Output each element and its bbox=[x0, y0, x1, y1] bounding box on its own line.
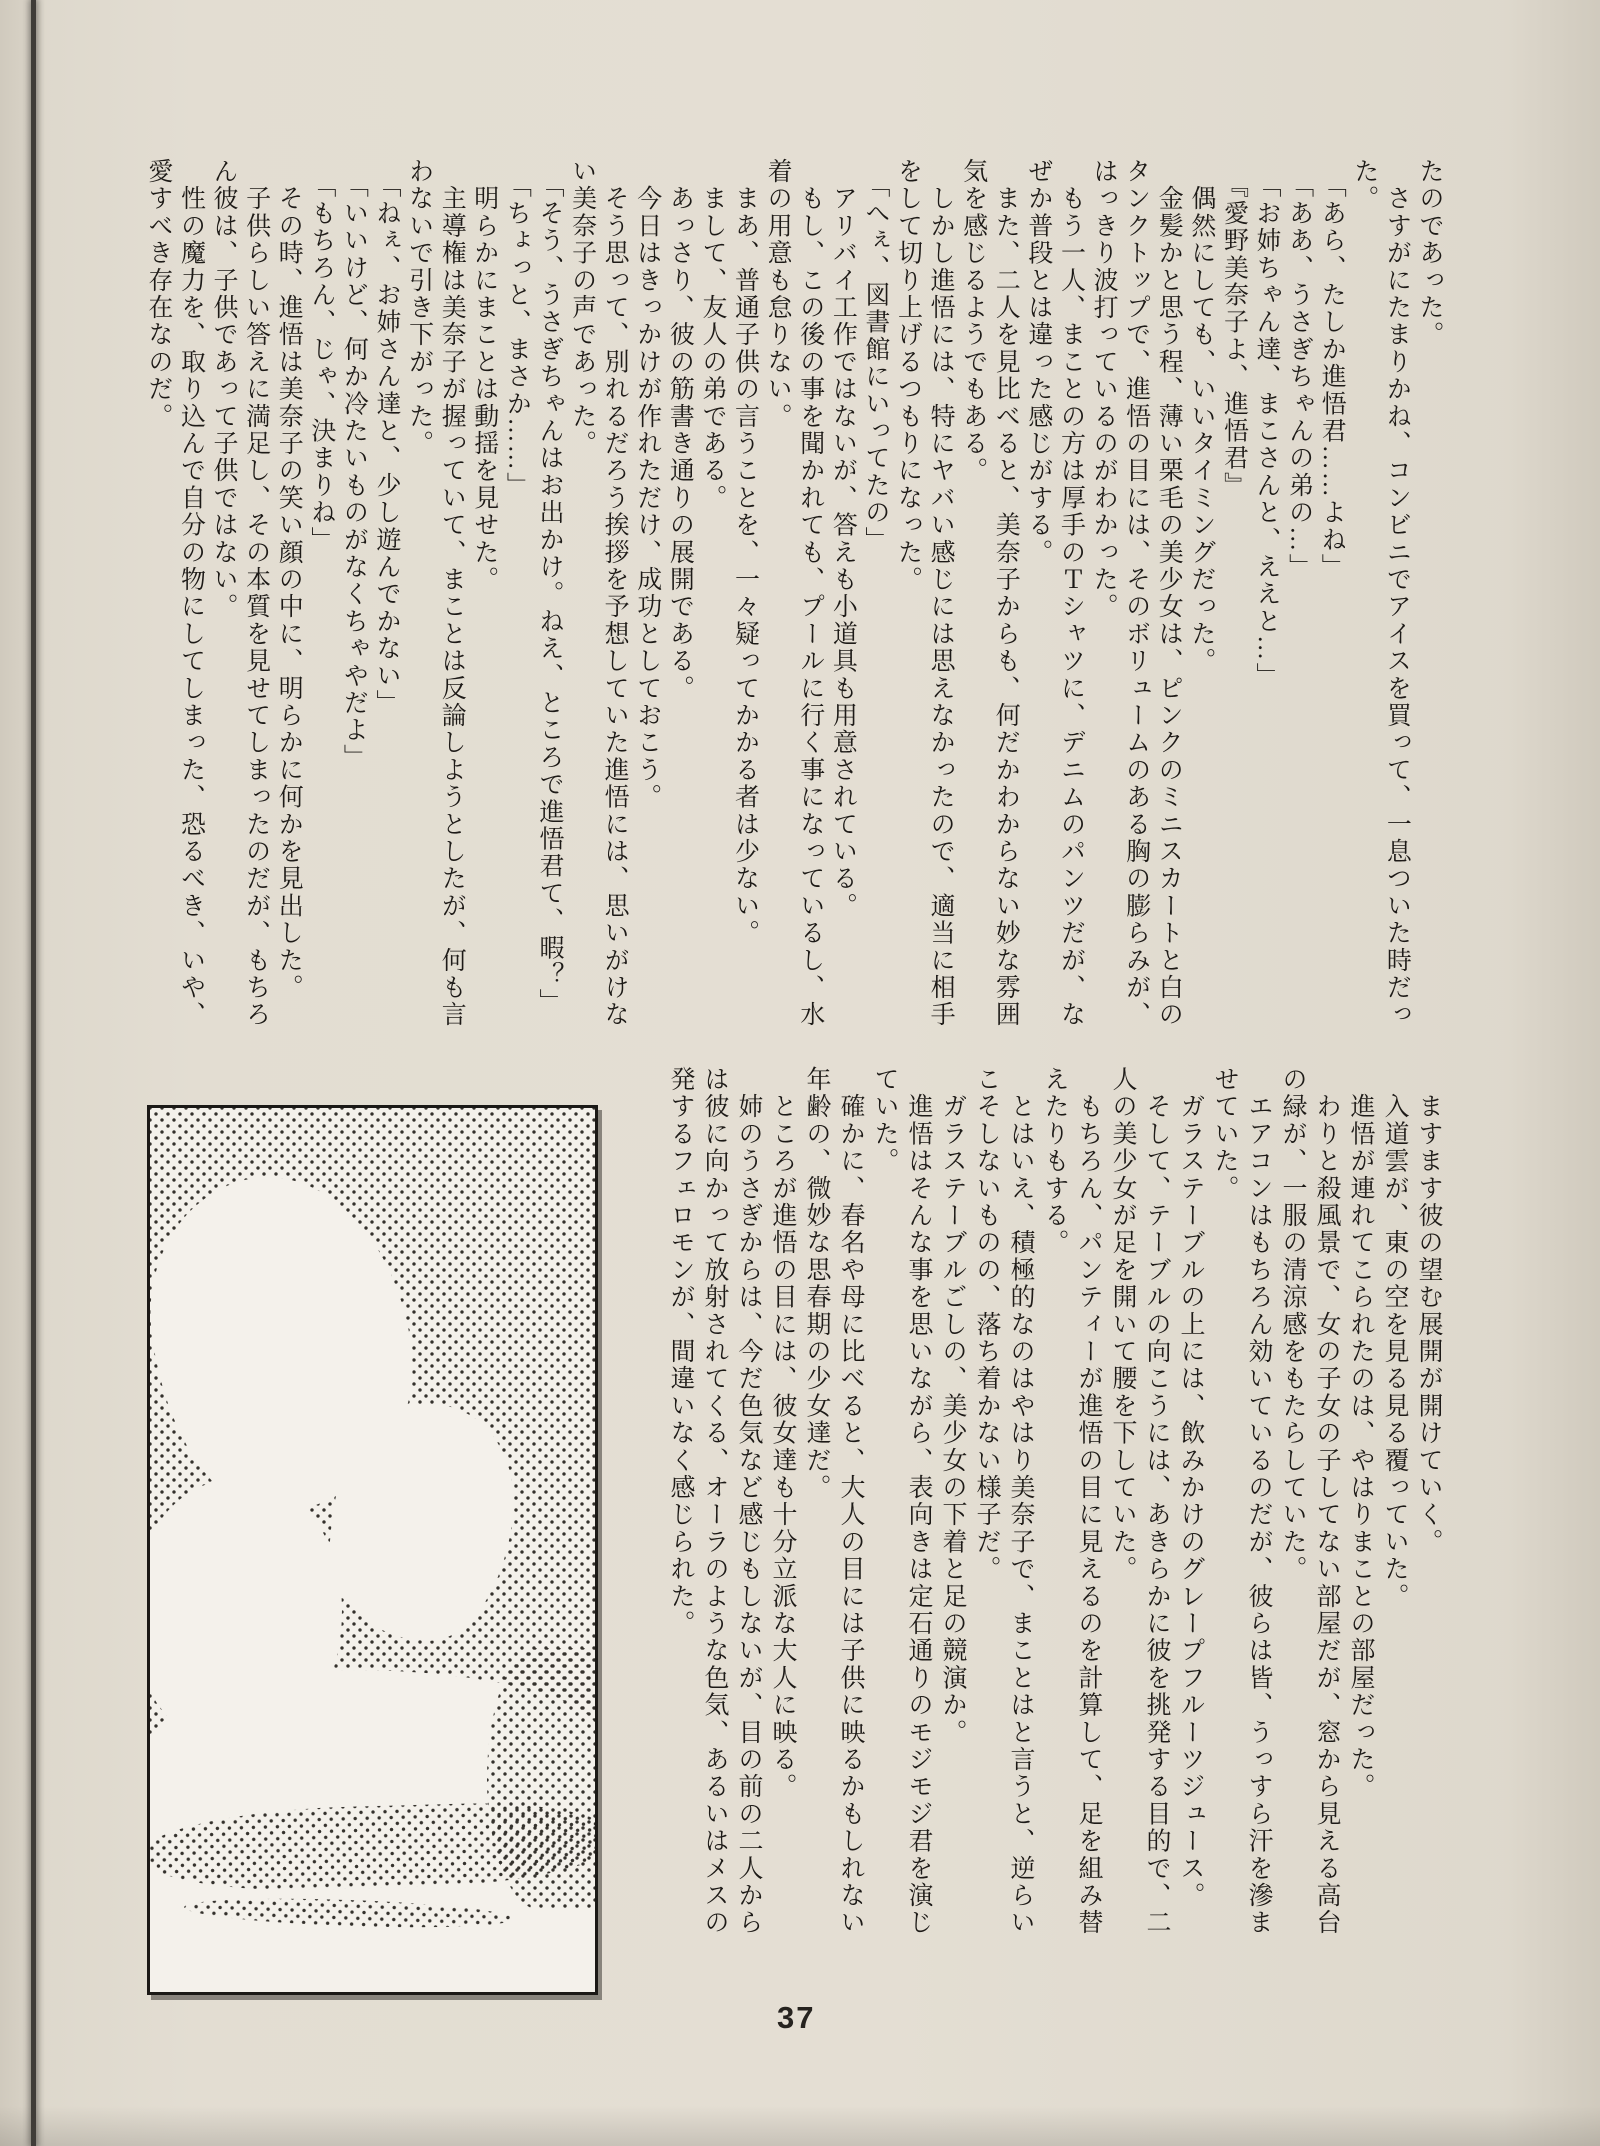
text-column: 愛すべき存在なのだ。 bbox=[144, 158, 172, 430]
text-column: こそしないものの、落ち着かない様子だ。 bbox=[973, 1066, 1000, 1583]
text-column: 人の美少女が足を開いて腰を下していた。 bbox=[1109, 1066, 1136, 1583]
text-column: 着の用意も怠りない。 bbox=[764, 158, 792, 430]
text-column: 「ああ、うさぎちゃんの弟の…」 bbox=[1285, 158, 1313, 581]
text-column: ていた。 bbox=[871, 1066, 898, 1175]
text-column: また、二人を見比べると、美奈子からも、何だかわからない妙な雰囲 bbox=[992, 158, 1020, 1029]
text-column: 「ねぇ、お姉さん達と、少し遊んでかない」 bbox=[373, 158, 400, 717]
text-column: 主導権は美奈子が握っていて、まことは反論しようとしたが、何も言 bbox=[438, 158, 466, 1029]
text-column: まして、友人の弟である。 bbox=[698, 158, 726, 512]
text-column: は彼に向かって放射されてくる、オーラのような色気、あるいはメスの bbox=[701, 1066, 728, 1937]
text-column: あっさり、彼の筋書き通りの展開である。 bbox=[666, 158, 694, 702]
text-column: 「へぇ、図書館にいってたの」 bbox=[861, 158, 889, 554]
page-number: 37 bbox=[777, 2000, 816, 2035]
text-column: アリバイ工作ではないが、答えも小道具も用意されている。 bbox=[829, 158, 857, 920]
text-column: 「お姉ちゃん達、まこさんと、ええと…」 bbox=[1253, 158, 1281, 690]
text-column: をして切り上げるつもりになった。 bbox=[894, 158, 922, 594]
text-column: 「いいけど、何か冷たいものがなくちゃやだよ」 bbox=[340, 158, 368, 772]
page-binding-edge bbox=[31, 0, 36, 2146]
text-column: タンクトップで、進悟の目には、そのボリュームのある胸の膨らみが、 bbox=[1122, 158, 1150, 1029]
text-column: 確かに、春名や母に比べると、大人の目には子供に映るかもしれない bbox=[837, 1066, 864, 1937]
text-column: ところが進悟の目には、彼女達も十分立派な大人に映る。 bbox=[769, 1066, 796, 1801]
text-column: 年齢の、微妙な思春期の少女達だ。 bbox=[803, 1066, 830, 1502]
text-column: えたりもする。 bbox=[1041, 1066, 1068, 1257]
text-column: とはいえ、積極的なのはやはり美奈子で、まことはと言うと、逆らい bbox=[1007, 1066, 1034, 1937]
text-column: その時、進悟は美奈子の笑い顔の中に、明らかに何かを見出した。 bbox=[275, 158, 303, 1002]
text-column: ガラステーブルの上には、飲みかけのグレープフルーツジュース。 bbox=[1177, 1066, 1204, 1910]
text-column: もし、この後の事を聞かれても、プールに行く事になっているし、水 bbox=[796, 158, 824, 1029]
text-column: 入道雲が、東の空を見る見る覆っていた。 bbox=[1381, 1066, 1408, 1610]
text-column: しかし進悟には、特にヤバい感じには思えなかったので、適当に相手 bbox=[927, 158, 955, 1029]
text-column: 『愛野美奈子よ、進悟君』 bbox=[1220, 158, 1248, 500]
text-column: エアコンはもちろん効いているのだが、彼らは皆、うっすら汗を滲ま bbox=[1245, 1066, 1272, 1937]
text-column: 性の魔力を、取り込んで自分の物にしてしまった、恐るべき、いや、 bbox=[177, 158, 205, 1029]
text-column: 「もちろん、じゃ、決まりね」 bbox=[307, 158, 335, 554]
text-column: 偶然にしても、いいタイミングだった。 bbox=[1187, 158, 1215, 675]
text-column: 気を感じるようでもある。 bbox=[959, 158, 987, 485]
text-column: 姉のうさぎからは、今だ色気など感じもしないが、目の前の二人から bbox=[735, 1066, 762, 1937]
text-column: 金髪かと思う程、薄い栗毛の美少女は、ピンクのミニスカートと白の bbox=[1155, 158, 1183, 1029]
text-column: 進悟はそんな事を思いながら、表向きは定石通りのモジモジ君を演じ bbox=[905, 1066, 932, 1937]
text-column: ガラステーブルごしの、美少女の下着と足の競演か。 bbox=[939, 1066, 966, 1746]
text-column: わりと殺風景で、女の子女の子してない部屋だが、窓から見える高台 bbox=[1313, 1066, 1340, 1937]
text-column: ん彼は、子供であって子供ではない。 bbox=[210, 158, 238, 621]
text-column: 明らかにまことは動揺を見せた。 bbox=[470, 158, 498, 594]
text-column: もちろん、パンティーが進悟の目に見えるのを計算して、足を組み替 bbox=[1075, 1066, 1102, 1937]
text-column: まあ、普通子供の言うことを、一々疑ってかかる者は少ない。 bbox=[731, 158, 759, 947]
vertical-text-block-top bbox=[141, 158, 1445, 1040]
text-column: はっきり波打っているのがわかった。 bbox=[1090, 158, 1118, 621]
scan-edge-shadow bbox=[0, 2106, 1600, 2146]
text-column: 進悟が連れてこられたのは、やはりまことの部屋だった。 bbox=[1347, 1066, 1374, 1801]
text-column: もう一人、まことの方は厚手のＴシャツに、デニムのパンツだが、な bbox=[1057, 158, 1085, 1029]
text-column: さすがにたまりかね、コンビニでアイスを買って、一息ついた時だっ bbox=[1383, 158, 1411, 1029]
text-column: 今日はきっかけが作れただけ、成功としておこう。 bbox=[633, 158, 661, 811]
vertical-text-block-bottom bbox=[663, 1066, 1445, 1948]
text-column: 「あら、たしか進悟君……よね」 bbox=[1318, 158, 1346, 581]
text-column: 子供らしい答えに満足し、その本質を見せてしまったのだが、もちろ bbox=[242, 158, 270, 1029]
text-column: ますます彼の望む展開が開けていく。 bbox=[1415, 1066, 1442, 1556]
text-column: 「ちょっと、まさか……」 bbox=[503, 158, 531, 500]
text-column: 発するフェロモンが、間違いなく感じられた。 bbox=[667, 1066, 694, 1638]
text-column: そう思って、別れるだろう挨拶を予想していた進悟には、思いがけな bbox=[601, 158, 629, 1029]
halftone-illustration bbox=[147, 1105, 598, 1995]
text-column: い美奈子の声であった。 bbox=[568, 158, 596, 458]
text-column: そして、テーブルの向こうには、あきらかに彼を挑発する目的で、二 bbox=[1143, 1066, 1170, 1937]
text-column: 「そう、うさぎちゃんはお出かけ。ねえ、ところで進悟君て、暇？」 bbox=[535, 158, 563, 1016]
text-column: わないで引き下がった。 bbox=[405, 158, 433, 458]
text-column: の緑が、一服の清涼感をもたらしていた。 bbox=[1279, 1066, 1306, 1583]
text-column: た。 bbox=[1350, 158, 1378, 213]
text-column: ぜか普段とは違った感じがする。 bbox=[1024, 158, 1052, 566]
text-column: せていた。 bbox=[1211, 1066, 1238, 1202]
text-column: たのであった。 bbox=[1416, 158, 1443, 349]
